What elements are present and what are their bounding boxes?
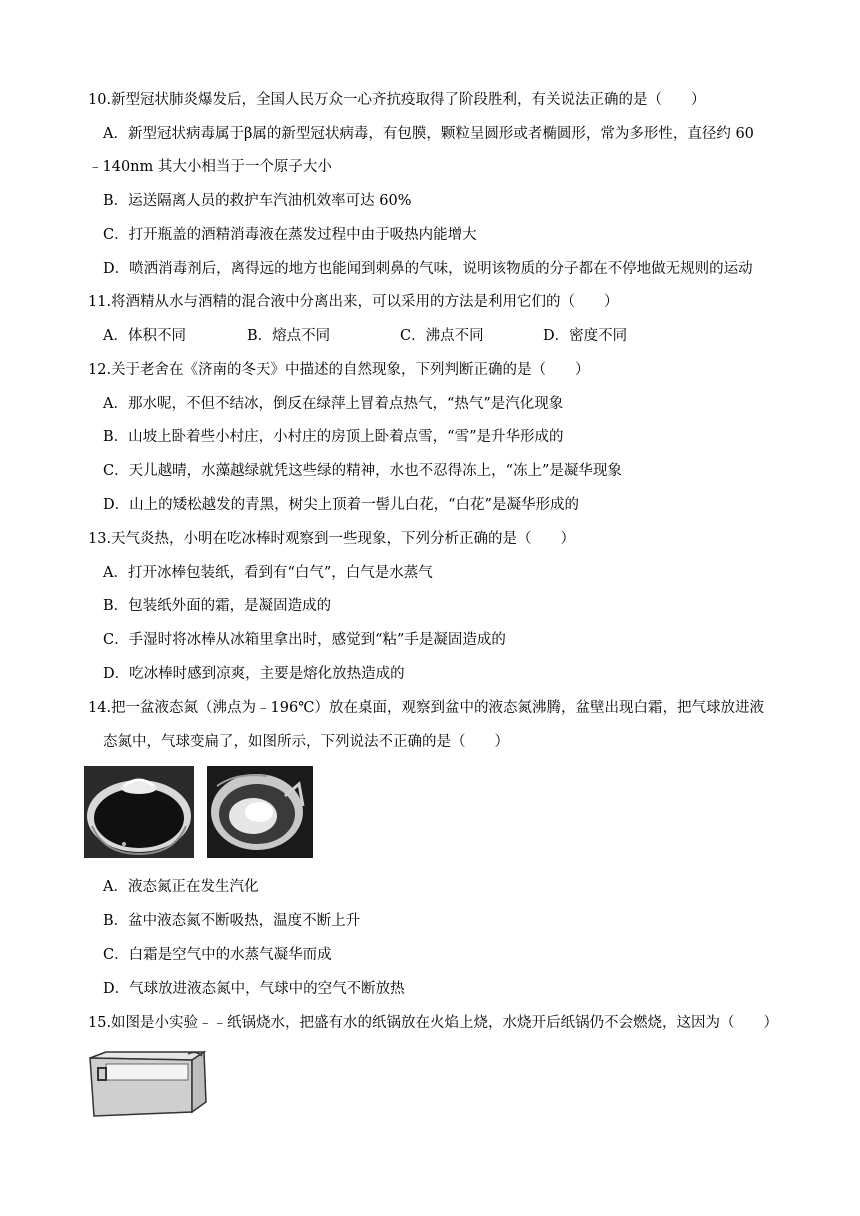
liquid-nitrogen-bowl-photo-1 <box>84 766 194 858</box>
q12-option-d: D．山上的矮松越发的青黑，树尖上顶着一髻儿白花，“白花”是凝华形成的 <box>103 497 579 513</box>
q14-option-a: A．液态氮正在发生汽化 <box>103 879 259 895</box>
q11-option-c: C．沸点不同 <box>400 328 484 344</box>
q11-option-d: D．密度不同 <box>543 328 628 344</box>
q12-option-c: C．天儿越晴，水藻越绿就凭这些绿的精神，水也不忍得冻上，“冻上”是凝华现象 <box>103 463 622 479</box>
q14-stem-line1: 14.把一盆液态氮（沸点为﹣196℃）放在桌面，观察到盆中的液态氮沸腾，盆壁出现白霜，把气球放进液 <box>88 700 764 716</box>
q10-option-a: A．新型冠状病毒属于β属的新型冠状病毒，有包膜，颗粒呈圆形或者椭圆形，常为多形性，直径约 60 <box>103 126 754 142</box>
q14-stem-line2: 态氮中，气球变扁了，如图所示，下列说法不正确的是（ ） <box>103 734 509 750</box>
q12-option-a: A．那水呢，不但不结冰，倒反在绿萍上冒着点热气，“热气”是汽化现象 <box>103 396 564 412</box>
q14-option-c: C．白霜是空气中的水蒸气凝华而成 <box>103 947 332 963</box>
q11-option-b: B．熔点不同 <box>247 328 331 344</box>
q10-option-d: D．喷洒消毒剂后，离得远的地方也能闻到刺鼻的气味，说明该物质的分子都在不停地做无规则的运动 <box>103 261 753 277</box>
liquid-nitrogen-bowl-photo-2 <box>207 766 313 858</box>
q12-option-b: B．山坡上卧着些小村庄，小村庄的房顶上卧着点雪，“雪”是升华形成的 <box>103 429 564 445</box>
q12-stem: 12.关于老舍在《济南的冬天》中描述的自然现象，下列判断正确的是（ ） <box>88 362 590 378</box>
q13-option-d: D．吃冰棒时感到凉爽，主要是熔化放热造成的 <box>103 666 405 682</box>
q13-option-b: B．包装纸外面的霜，是凝固造成的 <box>103 598 332 614</box>
paper-pot-illustration <box>84 1050 214 1120</box>
q10-stem: 10.新型冠状肺炎爆发后，全国人民万众一心齐抗疫取得了阶段胜利，有关说法正确的是（ ） <box>88 92 706 108</box>
q10-option-b: B．运送隔离人员的救护车汽油机效率可达 60% <box>103 193 412 209</box>
q14-option-d: D．气球放进液态氮中，气球中的空气不断放热 <box>103 981 405 997</box>
q11-stem: 11.将酒精从水与酒精的混合液中分离出来，可以采用的方法是利用它们的（ ） <box>88 294 619 310</box>
q14-option-b: B．盆中液态氮不断吸热，温度不断上升 <box>103 913 361 929</box>
q10-option-a-continued: ﹣140nm 其大小相当于一个原子大小 <box>88 159 332 175</box>
q15-stem: 15.如图是小实验﹣﹣纸锅烧水，把盛有水的纸锅放在火焰上烧，水烧开后纸锅仍不会燃烧，这因为（ ） <box>88 1015 779 1031</box>
q13-option-c: C．手湿时将冰棒从冰箱里拿出时，感觉到“粘”手是凝固造成的 <box>103 632 506 648</box>
q13-stem: 13.天气炎热，小明在吃冰棒时观察到一些现象，下列分析正确的是（ ） <box>88 531 576 547</box>
q13-option-a: A．打开冰棒包装纸，看到有“白气”，白气是水蒸气 <box>103 565 433 581</box>
q11-option-a: A．体积不同 <box>103 328 186 344</box>
q10-option-c: C．打开瓶盖的酒精消毒液在蒸发过程中由于吸热内能增大 <box>103 227 477 243</box>
